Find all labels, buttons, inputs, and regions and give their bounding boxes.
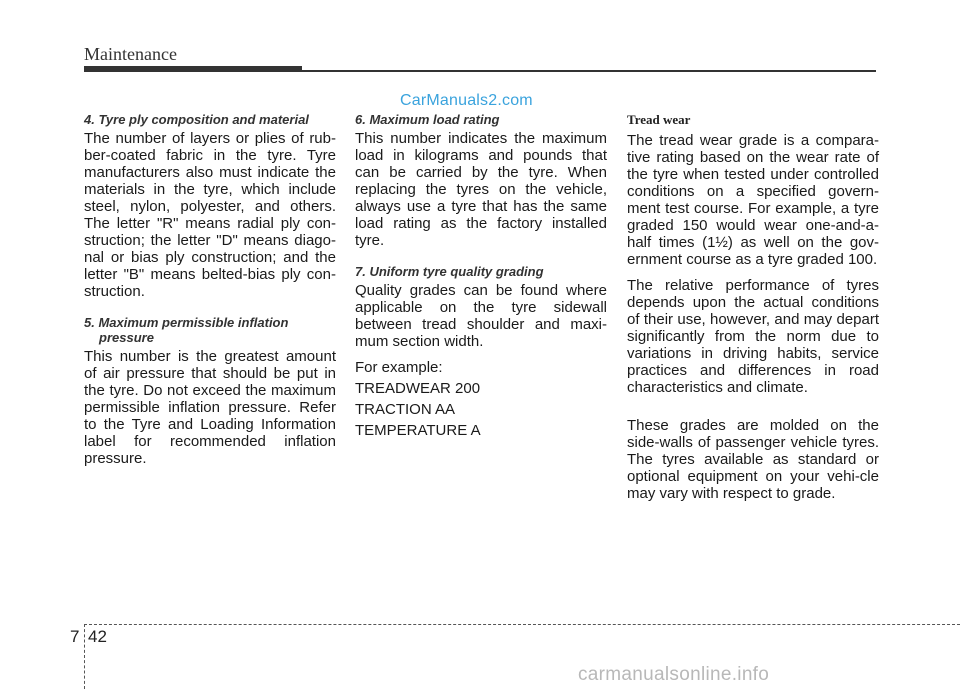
section-title: Maintenance <box>84 44 177 64</box>
paragraph-tread-wear-2: The relative performance of tyres depends upon the actual conditions of their use, however, and may depart significantly from the norm due to variations in driving habits, service practices and differences in road characteristics and climate. <box>627 277 879 396</box>
example-treadwear: TREADWEAR 200 <box>355 380 481 397</box>
header-rule-thick <box>84 66 302 72</box>
watermark-link[interactable]: CarManuals2.com <box>400 92 533 109</box>
footer-divider <box>84 624 960 625</box>
paragraph-max-load: This number indicates the maximum load in kilograms and pounds that can be carried by the tyre. When replacing the tyres on the vehicle, always use a tyre that has the same load rating as the factory installed tyre. <box>355 130 607 249</box>
paragraph-tyre-ply: The number of layers or plies of rub-ber-coated fabric in the tyre. Tyre manufacturers also must indicate the materials in the tyre, which include steel, nylon, polyester, and others. The letter "R" means radial ply con-struction; the letter "D" means diago-nal or bias ply construction; and the letter "B" means belted-bias ply con-struction. <box>84 130 336 300</box>
chapter-number: 7 <box>70 627 80 646</box>
heading-utqg: 7. Uniform tyre quality grading <box>355 264 544 279</box>
column-3 <box>627 112 879 511</box>
paragraph-tread-wear-3: These grades are molded on the side-walls of passenger vehicle tyres. The tyres available as standard or optional equipment on your vehi-cle may vary with respect to grade. <box>627 417 879 502</box>
column-2 <box>355 112 607 443</box>
example-temperature: TEMPERATURE A <box>355 422 481 439</box>
footer-watermark-link[interactable]: carmanualsonline.info <box>578 664 770 685</box>
header-rule-thin <box>302 70 876 72</box>
heading-tyre-ply: 4. Tyre ply composition and material <box>84 112 309 127</box>
footer-vertical-divider <box>84 624 85 689</box>
heading-tread-wear: Tread wear <box>627 112 691 127</box>
page-number: 42 <box>88 627 107 646</box>
paragraph-utqg: Quality grades can be found where applicable on the tyre sidewall between tread shoulder and maxi-mum section width. <box>355 282 607 350</box>
example-traction: TRACTION AA <box>355 401 456 418</box>
paragraph-tread-wear-1: The tread wear grade is a compara-tive rating based on the wear rate of the tyre when tested under controlled conditions on a specified govern-ment test course. For example, a tyre graded 150 would wear one-and-a-half times (1½) as well on the gov-ernment course as a tyre graded 100. <box>627 132 879 268</box>
paragraph-max-inflation: This number is the greatest amount of air pressure that should be put in the tyre. Do not exceed the maximum permissible inflation pressure. Refer to the Tyre and Loading Information label for recommended inflation pressure. <box>84 348 336 467</box>
heading-max-inflation: 5. Maximum permissible inflation pressure <box>84 315 289 345</box>
heading-max-load: 6. Maximum load rating <box>355 112 500 127</box>
column-1 <box>84 112 336 476</box>
example-intro: For example: <box>355 359 443 376</box>
